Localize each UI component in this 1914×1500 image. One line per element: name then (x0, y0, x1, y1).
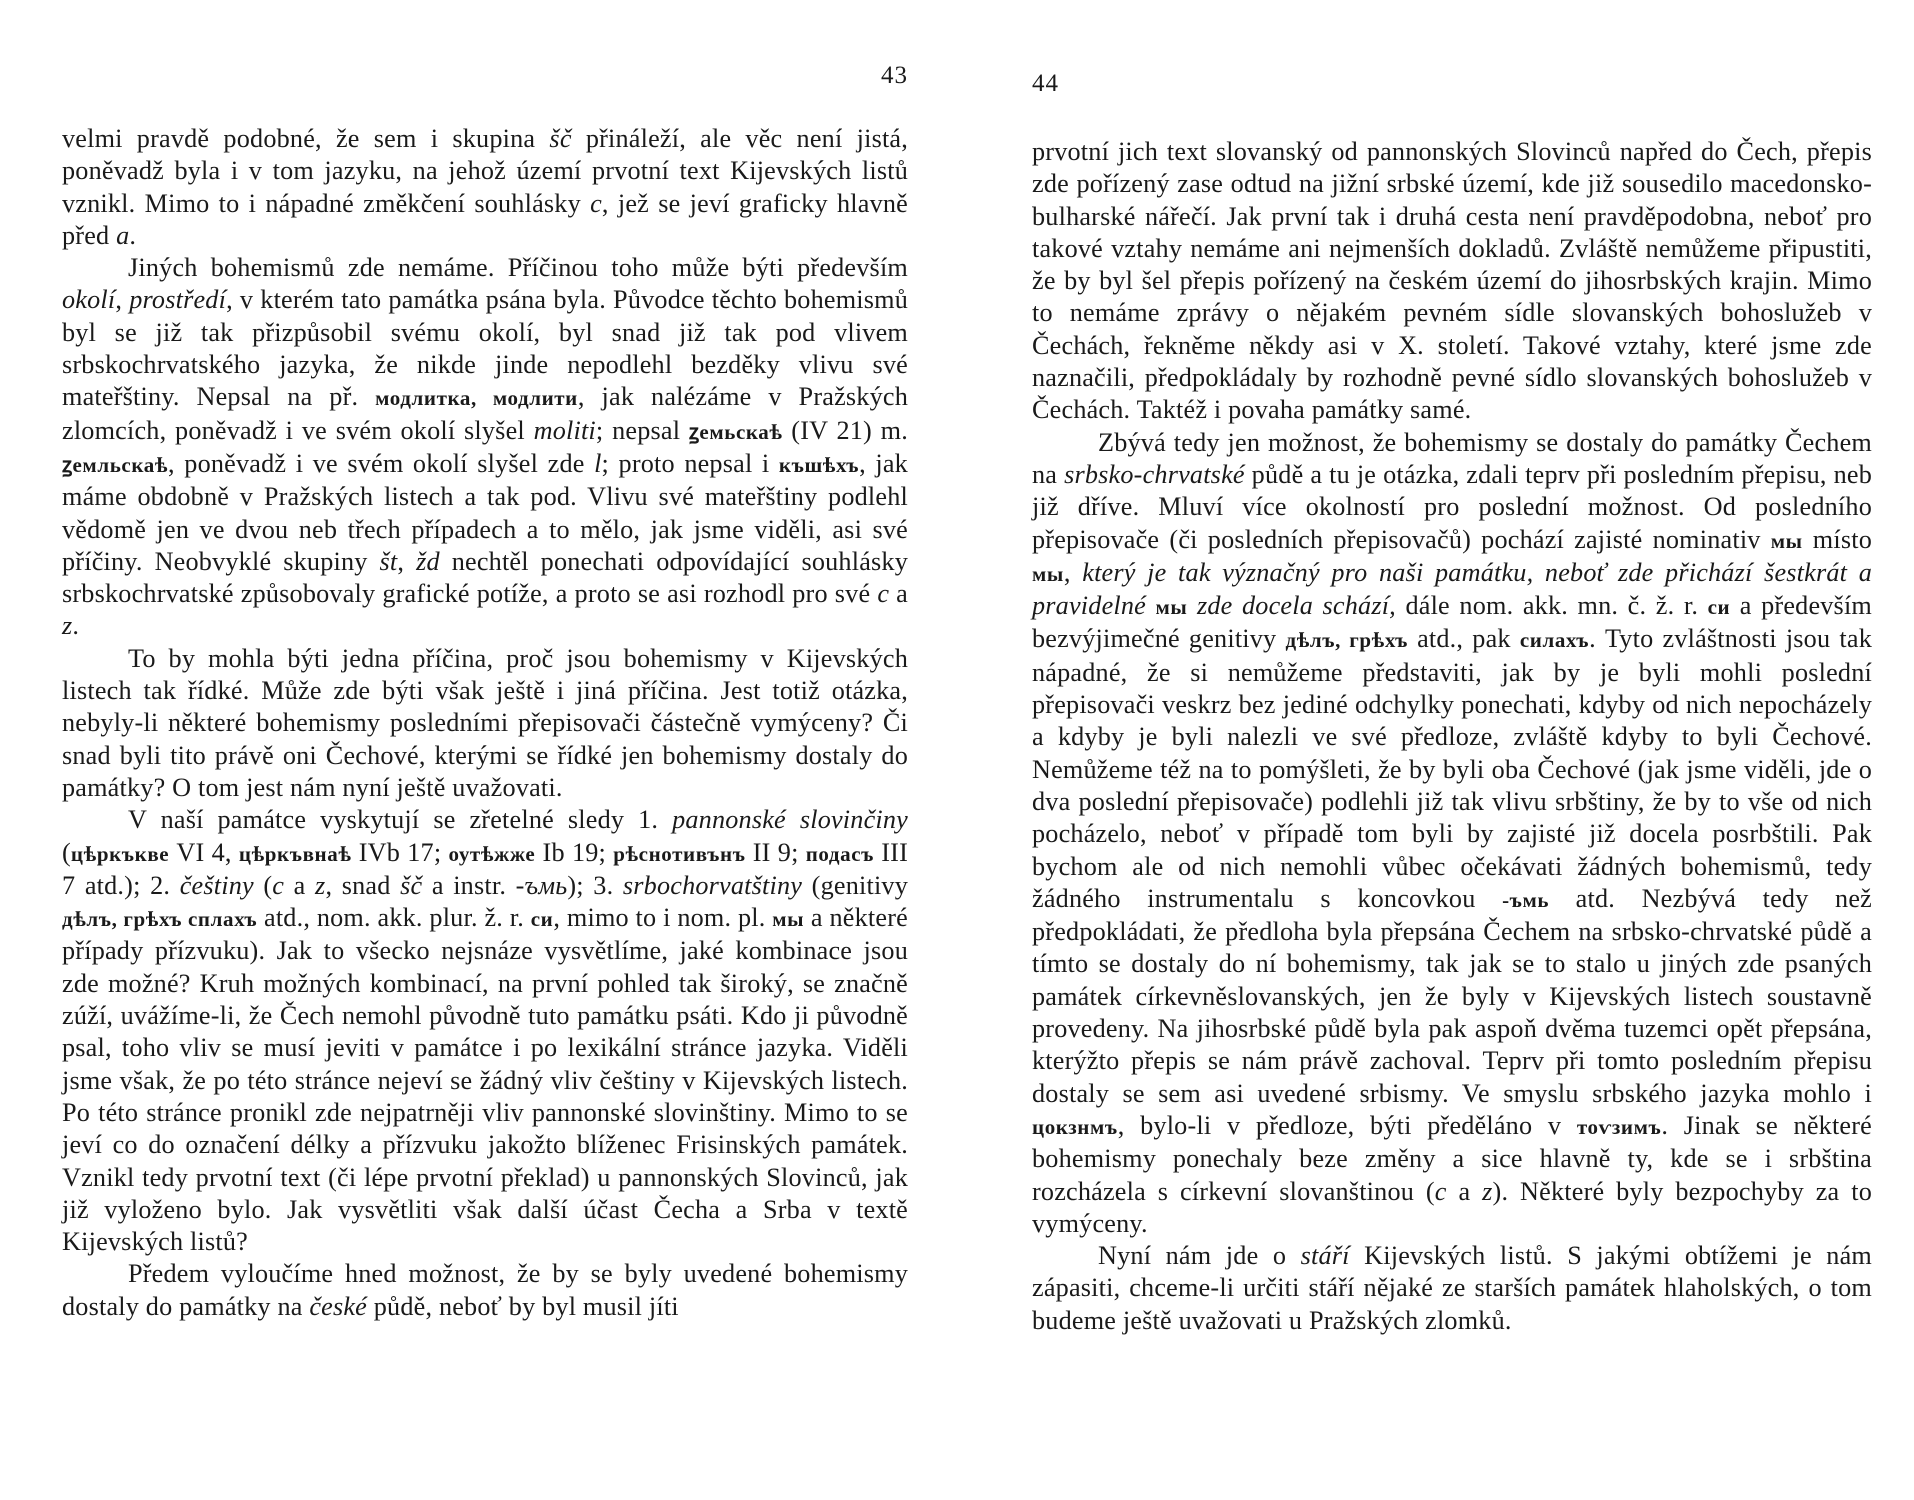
text-run: , jak nalézáme v Pražských zlomcích, poněvadž i ve svém okolí slyšel (62, 382, 908, 445)
paragraph (62, 643, 908, 804)
italic-term: a (116, 220, 130, 250)
text-run: a (284, 870, 316, 900)
page-number: 44 (1032, 70, 1059, 97)
text-run: , jak máme obdobně v Pražských listech a tak pod. Vlivu své mateřštiny podlehl vědomě jen ve dvou neb třech případech a to mělo, jak jsme viděli, asi své příčiny. Neobvyklé skupiny (62, 448, 908, 576)
text-run: . Tyto zvláštnosti jsou tak nápadné, že si nemůžeme představiti, jak by je byli mohli poslední přepisovači veskrz bez jediné odchylky ponechati, kdyby od nich nepocházely a kdyby je byli nalezli ve své předloze, zvláště kdyby to byli Čechové. Nemůžeme též na to pomýšleti, že by byli oba Čechové (jak jsme viděli, jde o dva poslední přepisovače) podlehli již tak vlivu srbštiny, že by to vše od nich pocházelo, neboť v případě tom byli by zajisté již docela posrbštili. Pak bychom ale od nich nemohli vůbec očekávati žádných bohemismů, tedy žádného instrumentalu s koncovkou (1032, 624, 1872, 913)
italic-term: zde docela schází, (1187, 591, 1396, 621)
text-run: . (72, 611, 80, 641)
old-church-slavonic-word: си (530, 907, 554, 932)
text-run: , (1063, 557, 1083, 587)
italic-term: c (877, 579, 890, 609)
text-run: . Jinak se některé bohemismy ponechaly beze změny a sice hlavně ty, kde se i srbština rozcházela s církevní slovanštinou ( (1032, 1110, 1872, 1206)
paragraph (62, 1258, 908, 1323)
text-run: , jež se jeví graficky hlavně před (62, 188, 908, 250)
text-run: atd. Nezbývá tedy než předpokládati, že předloha byla přepsána Čechem na srbsko-chrvatské půdě a tímto se dostaly do ní bohemismy, tak jak se to stalo u jiných zde psaných památek církevněslovanských, jen že byly v Kijevských listech soustavně provedeny. Na jihosrbské půdě byla pak aspoň dvěma tuzemci opět přepsána, kterýžto přepis se nám právě zachoval. Teprv při tomto posledním přepisu dostaly se sem asi uvedené srbismy. Ve smyslu srbského jazyka mohlo i (1032, 883, 1872, 1108)
old-church-slavonic-word: дѣлъ, грѣхъ (1285, 628, 1408, 653)
page-body (1032, 136, 1872, 1337)
text-run: , poněvadž i ve svém okolí slyšel zde (168, 448, 595, 478)
old-church-slavonic-word: тоѵзимъ (1576, 1114, 1662, 1139)
old-church-slavonic-word: ꙁемьскаѣ (688, 419, 783, 444)
text-run: , v kterém tato památka psána byla. Původce těchto bohemismů byl se již tak přizpůsobil svému okolí, byl snad již tak pod vlivem srbskochrvatského jazyka, že nikde jinde nepodlehl bezděky vlivu své mateřštiny. Nepsal na př. (62, 285, 909, 412)
italic-term: žd (416, 546, 440, 576)
text-run: půdě a tu je otázka, zdali teprv při posledním přepisu, neb již dříve. Mluví více okolností pro poslední možnost. Od posledního přepisovače (či posledních přepisovačů) pochází zajisté nominativ (1032, 459, 1872, 554)
old-church-slavonic-word: ꙁемльскаѣ (62, 452, 169, 477)
text-run: Zbývá tedy jen možnost, že bohemismy se dostaly do památky Čechem na (1032, 427, 1872, 489)
text-run: a instr. (422, 870, 516, 900)
italic-term: z (1482, 1176, 1493, 1206)
italic-term: -ъмь (515, 870, 568, 900)
text-run: II 9; (745, 837, 806, 867)
text-run: ). Některé byly bezpochyby za to vymýceny. (1032, 1176, 1872, 1238)
text-run: atd., pak (1407, 624, 1520, 654)
old-church-slavonic-word: мы (1770, 528, 1803, 553)
text-run: a především bezvýjimečné genitivy (1032, 591, 1872, 654)
old-church-slavonic-word: цѣркъкве (70, 841, 170, 866)
text-run: místo (1802, 524, 1872, 554)
old-church-slavonic-word: къшѣхъ (778, 452, 860, 477)
italic-term: z (62, 611, 73, 641)
old-church-slavonic-word: рѣснотивънъ (613, 841, 746, 866)
italic-term: moliti (533, 415, 596, 445)
text-run: (IV 21) m. (782, 415, 908, 445)
italic-term: l (594, 448, 602, 478)
text-run: III 7 atd.); 2. (62, 837, 908, 900)
paragraph (1032, 1240, 1872, 1337)
text-run: ; proto nepsal i (601, 448, 779, 478)
text-run: přináleží, ale věc není jistá, poněvadž byla i v tom jazyku, na jehož území prvotní text Kijevských listů vznikl. Mimo to i nápadné změkčení souhlásky (62, 124, 908, 218)
italic-term: c (590, 188, 602, 218)
old-church-slavonic-word: дѣлъ, грѣхъ сплахъ (62, 907, 258, 932)
text-run: , (115, 285, 130, 315)
text-run: , mimo to i nom. pl. (553, 903, 773, 933)
old-church-slavonic-word: мы (772, 907, 805, 932)
text-run: IVb 17; (351, 837, 449, 867)
text-run: (genitivy (802, 870, 909, 900)
text-run: a některé případy přízvuku). Jak to všecko nejsnáze vysvětlíme, jaké kombinace jsou zde možné? Kruh možných kombinací, na první pohled tak široký, se značně zúží, uvážíme-li, že Čech nemohl původně tuto památku psáti. Kdo ji původně psal, toho vliv se musí jeviti v památce i po lexikální stránce jazyka. Viděli jsme však, že po této stránce nejeví se žádný vliv češtiny v Kijevských listech. Po této stránce pronikl zde nejpatrněji vliv pannonské slovinštiny. Mimo to se jeví co do označení délky a přízvuku jakožto blíženec Frisinských památek. Vznikl tedy prvotní text (či lépe prvotní překlad) u pannonských Slovinců, jak již vyloženo bylo. Jak vysvětliti však další účast Čecha a Srba v textě Kijevských listů? (62, 903, 908, 1257)
text-run: Předem vyloučíme hned možnost, že by se byly uvedené bohemismy dostaly do památky na (62, 1259, 908, 1321)
text-run: . (129, 220, 137, 250)
italic-term: šč (400, 870, 423, 900)
text-run: Ib 19; (535, 837, 614, 867)
page-body (62, 123, 908, 1323)
old-church-slavonic-word: си (1707, 595, 1731, 620)
text-run: Jiných bohemismů zde nemáme. Příčinou toho může býti především (128, 253, 908, 283)
paragraph (62, 804, 908, 1258)
text-run: , snad (325, 870, 401, 900)
old-church-slavonic-word: -ъмь (1502, 887, 1550, 912)
page-number: 43 (881, 62, 908, 89)
text-run: ( (62, 837, 71, 867)
text-run: ); 3. (567, 870, 623, 900)
text-run: prvotní jich text slovanský od pannonských Slovinců napřed do Čech, přepis zde pořízený zase odtud na jižní srbské území, kde již sousedilo macedonsko-bulharské nářečí. Jak první tak i druhá cesta není pravděpodobna, neboť pro takové vztahy nemáme ani nejmenších dokladů. Zvláště nemůžeme připustiti, že by byl šel přepis pořízený na českém území do jihosrbských krajin. Mimo to nemáme zprávy o nějakém pevném sídle slovanských bohoslužeb v Čechách, řekněme někdy asi v X. století. Takové vztahy, které jsme zde naznačili, předpokládaly by rozhodně pevné sídlo slovanských bohoslužeb v Čechách. Taktéž i povaha památky samé. (1032, 137, 1872, 425)
old-church-slavonic-word: модлитка, модлити (375, 386, 578, 411)
old-church-slavonic-word: цѣркъвнаѣ (238, 841, 352, 866)
italic-term: pannonské slovinčiny (672, 805, 908, 835)
italic-term: prostředí (129, 285, 227, 315)
text-run: půdě, neboť by byl musil jíti (367, 1291, 679, 1321)
text-run: velmi pravdě podobné, že sem i skupina (62, 124, 550, 153)
italic-term: češtiny (179, 870, 254, 900)
text-run: , (397, 546, 417, 576)
text-run: ( (253, 870, 273, 900)
paragraph (1032, 136, 1872, 427)
italic-term: české (309, 1291, 367, 1321)
text-run: , bylo-li v předloze, býti předěláno v (1117, 1110, 1577, 1140)
paragraph (62, 252, 908, 643)
italic-term: c (1434, 1176, 1447, 1206)
text-run: To by mohla býti jedna příčina, proč jsou bohemismy v Kijevských listech tak řídké. Může zde býti však ještě i jiná příčina. Jest totiž otázka, nebyly-li některé bohemismy posledními přepisovači částečně vymýceny? Či snad byli tito právě oni Čechové, kterými se řídké jen bohemismy dostaly do památky? O tom jest nám nyní ještě uvažovati. (62, 643, 908, 802)
italic-term: srbochorvatštiny (622, 870, 803, 900)
text-run: VI 4, (169, 837, 239, 867)
italic-term: z (315, 870, 326, 900)
text-run: Nyní nám jde o (1098, 1241, 1301, 1271)
italic-term: srbsko-chrvatské (1064, 459, 1245, 489)
text-run: a (1446, 1176, 1483, 1206)
paragraph (62, 123, 908, 252)
old-church-slavonic-word: оутѣжже (448, 841, 536, 866)
text-run: a (889, 579, 908, 609)
paragraph (1032, 427, 1872, 1240)
italic-term: který je tak význačný pro naši památku, neboť zde přichází šestkrát a pravidelné (1032, 557, 1872, 621)
old-church-slavonic-word: мы (1155, 595, 1188, 620)
italic-term: okolí (62, 285, 116, 315)
text-run: ; nepsal (595, 415, 689, 445)
text-run: nechtěl ponechati odpovídající souhlásky srbskochrvatské způsobovaly grafické potíže, a proto se asi rozhodl pro své (62, 546, 909, 609)
text-run: atd., nom. akk. plur. ž. r. (257, 903, 531, 933)
old-church-slavonic-word: цокзнмъ (1032, 1114, 1118, 1139)
old-church-slavonic-word: силахъ (1519, 628, 1590, 653)
text-run: V naší památce vyskytují se zřetelné sledy 1. (128, 805, 673, 835)
old-church-slavonic-word: подасъ (805, 841, 875, 866)
italic-term: št (379, 546, 398, 576)
text-run: dále nom. akk. mn. č. ž. r. (1395, 591, 1708, 621)
old-church-slavonic-word: мы (1032, 561, 1064, 586)
italic-term: c (272, 870, 285, 900)
text-run: Kijevských listů. S jakými obtížemi je nám zápasiti, chceme-li určiti stáří nějaké ze starších památek hlaholských, o tom budeme ještě uvažovati u Pražských zlomků. (1032, 1241, 1872, 1335)
italic-term: šč (549, 124, 572, 153)
italic-term: stáří (1300, 1241, 1350, 1271)
